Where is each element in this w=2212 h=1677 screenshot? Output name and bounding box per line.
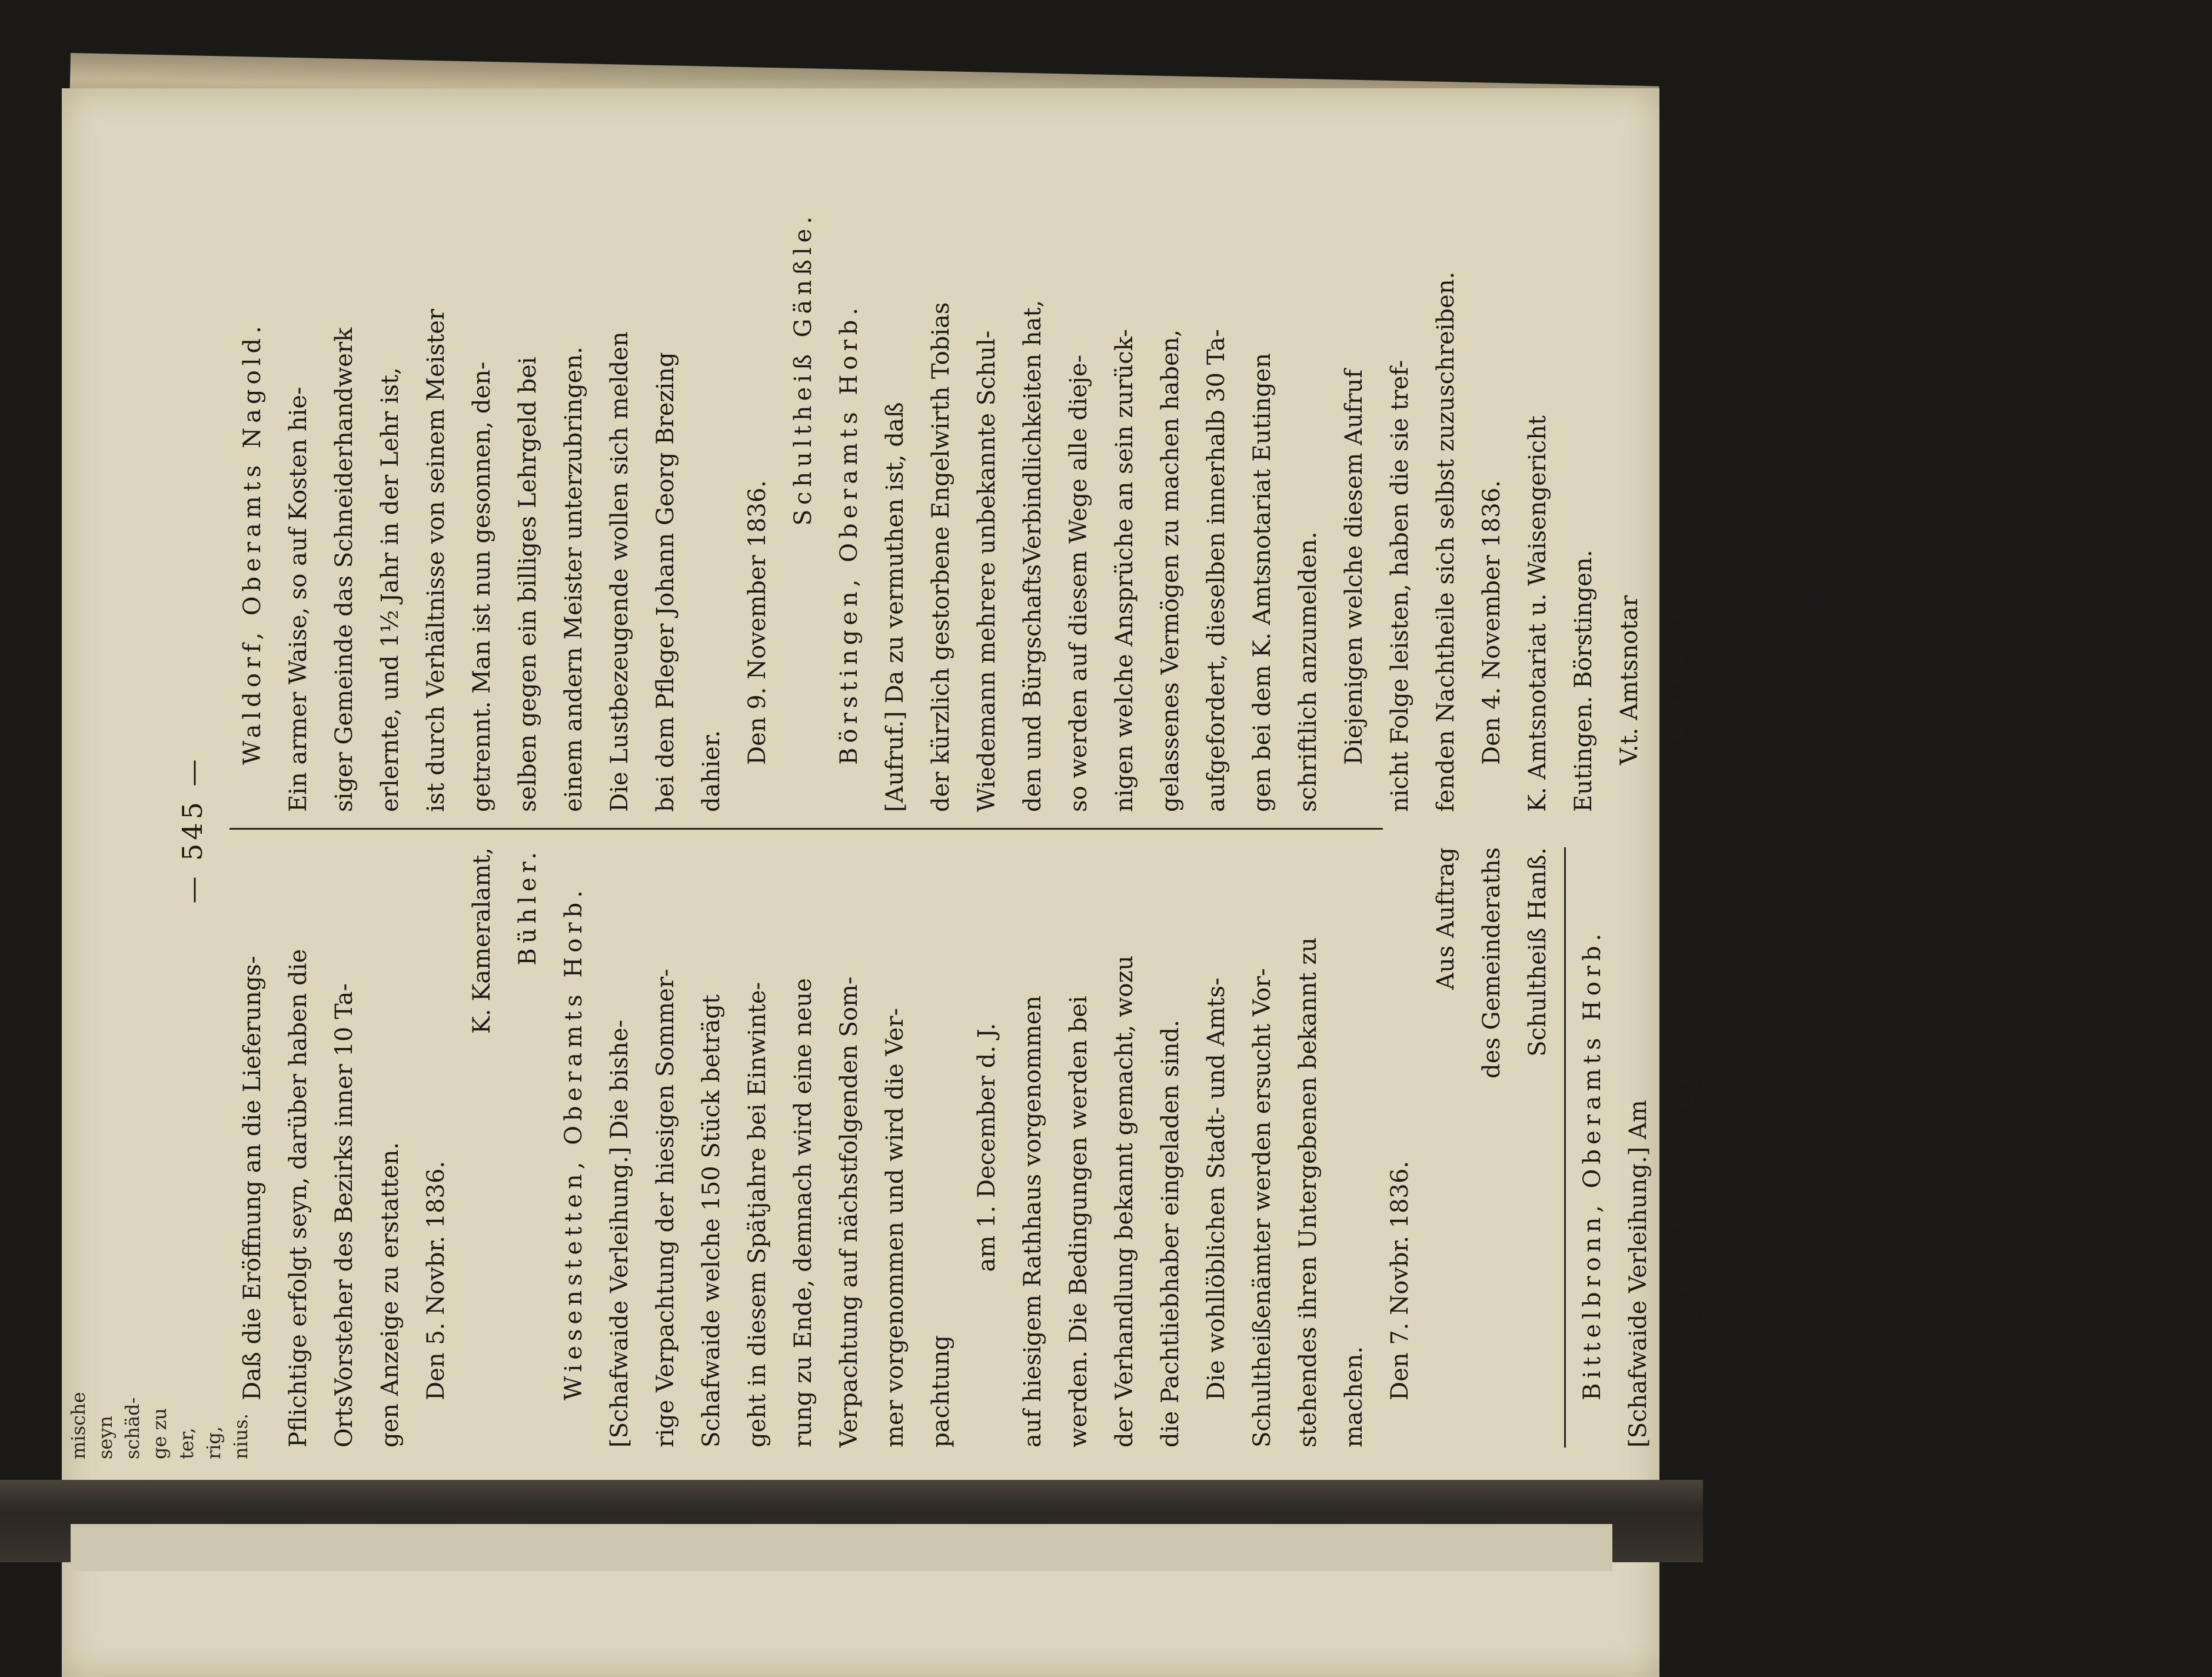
text-line: Am Dienstag den 22. d. M. <box>2029 446 2056 765</box>
text-line: so werden auf diesem Wege alle dieje- <box>1065 354 1092 812</box>
left-column <box>229 847 2212 1448</box>
text-line: gen Anzeige zu erstatten. <box>377 1142 404 1448</box>
printed-page-content <box>177 212 2203 1448</box>
text-fragment: ter, <box>175 1428 198 1459</box>
notice-heading: Waldorf, Oberamts Nagold. <box>239 321 266 765</box>
signature-line: Eutingen. Börstingen. <box>1570 550 1597 812</box>
text-line: machen zu lassen. <box>2084 1229 2111 1448</box>
text-line: der kürzlich gestorbene Engelwirth Tobias <box>927 302 954 812</box>
text-line: laden, und die Herrn OrtsVorsteher ge- <box>1992 977 2019 1448</box>
facing-page <box>71 1524 1612 1571</box>
text-line: Den 4. November 1836. <box>1478 480 1505 765</box>
text-line: die Pachtliebhaber eingeladen sind. <box>1157 1020 1184 1448</box>
signature-line: Schultheiß Dettling. <box>2176 847 2203 1183</box>
text-line: dahier. <box>698 730 725 812</box>
text-line: [Verkauf einer Wirthschaft, mehrerer Gü- <box>1754 317 1781 812</box>
text-line: Die Lustbezeugende wollen sich melden <box>606 331 633 812</box>
notice-heading: Wiesenstetten, Oberamts Horb. <box>560 886 587 1400</box>
text-line: bei dem Pfleger Johann Georg Brezing <box>652 352 679 812</box>
text-fragment: schäd- <box>121 1397 144 1459</box>
text-line: Schafwaide welche 150 Stück beträgt <box>698 994 725 1448</box>
text-line: Diejenigen welche diesem Aufruf <box>1340 369 1368 765</box>
text-line: Die wohllöblichen Stadt- und Amts- <box>1203 977 1230 1400</box>
notice-heading: Bittelbronn, Oberamts Horb. <box>1579 929 1606 1400</box>
signature-line: Schultheiß Gänßle. <box>790 212 817 526</box>
text-line: schriftlich anzumelden. <box>1295 531 1322 812</box>
notice-heading: Börstingen, Oberamts Horb. <box>836 303 863 765</box>
text-line: im öffentlichen Aufstreich verkauft werden: <box>1937 289 1964 812</box>
notice-divider <box>1564 847 1566 1448</box>
text-line: stehendes ihren Untergebenen bekannt zu <box>1295 937 1322 1448</box>
text-line: rige Verpachtung der hiesigen Sommer- <box>652 969 679 1448</box>
notice-heading: Börstingen, Oberamts Horb. <box>1708 303 1735 765</box>
text-line: aufgefordert, dieselben innerhalb 30 Ta- <box>1203 329 1230 812</box>
text-line: gelassenes Vermögen zu machen haben, <box>1157 329 1184 812</box>
right-column <box>229 212 2203 812</box>
signature-line: V.t. Amtsnotar <box>1616 595 1643 765</box>
text-line: der Verhandlung bekannt gemacht, wozu <box>1111 955 1138 1448</box>
text-line: Pflichtige erfolgt seyn, darüber haben die <box>285 949 312 1448</box>
text-line: getrennt. Man ist nun gesonnen, den- <box>468 361 495 812</box>
text-line: mer vorgenommen und wird die Ver- <box>882 1008 909 1448</box>
text-line: selben gegen ein billiges Lehrgeld bei <box>514 357 541 812</box>
text-line: pachtung <box>927 1335 954 1448</box>
text-line: nicht Folge leisten, haben die sie tref- <box>1386 360 1413 812</box>
text-line: siger Gemeinde das Schneiderhandwerk <box>331 327 358 812</box>
text-line: geht in diesem Spätjahre bei Einwinte- <box>744 981 771 1448</box>
text-line: Daß die Eröffnung an die Lieferungs- <box>239 956 266 1400</box>
text-line: Schultheißenämter werden ersucht Vor- <box>1249 968 1276 1448</box>
signature-line: Bühler. <box>514 847 541 966</box>
text-line: Vormittags 9 Uhr <box>2075 408 2102 615</box>
text-line: haus verpachtet. <box>1900 1247 1927 1448</box>
text-fragment: nius. <box>229 1413 252 1459</box>
text-line: werden. Die Bedingungen werden bei <box>1065 996 1092 1448</box>
text-line: machen. <box>1340 1346 1368 1448</box>
text-line: OrtsVorsteher des Bezirks inner 10 Ta- <box>331 983 358 1448</box>
text-line: Wiedemann mehrere unbekannte Schul- <box>973 330 1000 812</box>
signature-line: K. Kameralamt, <box>468 847 495 1034</box>
text-line: schaftsMasse des kürzlich verstorbenen <box>1845 332 1872 812</box>
text-line: einem andern Meister unterzubringen. <box>560 347 587 812</box>
text-line: Verpachtung auf nächstfolgenden Som- <box>836 976 863 1448</box>
text-line: nächste drei Jahre auf hiesigem Rath- <box>1854 995 1881 1448</box>
page-number: — 545 — <box>177 756 208 904</box>
text-fragment: mische <box>67 1392 89 1459</box>
text-line: den und BürgschaftsVerbindlichkeiten hat, <box>1019 300 1046 812</box>
text-line: Vormittags 10 Uhr <box>1717 1036 1744 1259</box>
text-line: wird die hiesige SommerSchafwaide <box>1762 1011 1789 1448</box>
text-line: Donnerstag den 24. Novbr. d. J. <box>1671 1072 1698 1448</box>
text-line: [Schafwaide Verleihung.] Die bishe- <box>606 1019 633 1448</box>
text-line: Den 7. Novbr. 1836. <box>1386 1160 1413 1400</box>
text-line: ter und Fahrniß.] Aus der Verlassen- <box>1799 377 1827 812</box>
text-line: ist durch Verhältnisse von seinem Meister <box>423 309 450 812</box>
text-line: welche zur Hälfte 80 Stück erträgt, auf <box>1808 977 1835 1448</box>
text-line: nigen welche Ansprüche an sein zurück- <box>1111 329 1138 812</box>
text-line: auf hiesigem Rathhaus vorgenommen <box>1019 995 1046 1448</box>
signature-line: K. Amtsnotariat u. Waisengericht <box>1524 415 1551 812</box>
text-line: Den 5. Novbr. 1836. <box>423 1160 450 1400</box>
text-fragment: ge zu <box>148 1408 171 1459</box>
text-line: Den 5. Novbr. 1836. <box>2130 1160 2157 1400</box>
text-line: beten solches ihren Untergebenen bekannt <box>2038 930 2065 1448</box>
text-line: Ein armer Waise, so auf Kosten hie- <box>285 387 312 812</box>
text-line: erlernte, und 1½ Jahr in der Lehr ist, <box>377 367 404 812</box>
text-line: 1. Liegenschaft: <box>1983 378 2010 645</box>
text-line: rung zu Ende, demnach wird eine neue <box>790 978 817 1448</box>
text-fragment: seyn <box>94 1415 117 1459</box>
text-fragment: rig, <box>202 1426 225 1459</box>
text-line: Engelwirths, Tobias Wiedemann, wird <box>1891 358 1918 812</box>
text-line: an der Vizinal-Straße nach Ba- <box>2167 447 2194 812</box>
text-line: Liebhaber werden hiezu höflich einge- <box>1946 940 1973 1400</box>
text-line: gen bei dem K. Amtsnotariat Eutingen <box>1249 352 1276 812</box>
text-line: Den 9. November 1836. <box>744 480 771 765</box>
signature-line: des Gemeinderaths <box>1478 847 1505 1079</box>
column-divider <box>229 828 1383 830</box>
facing-page-fragments <box>65 1342 252 1459</box>
signature-line: Hämmerle. <box>1662 589 1689 765</box>
signature-line: Aus Auftrag <box>1432 847 1459 990</box>
signature-line: Schultheiß Hanß. <box>1524 847 1551 1057</box>
text-line: [Schafwaide Verleihung.] Am <box>1625 1100 1652 1448</box>
text-line: das in jeder Beziehung gut eingerichtete <box>2121 324 2148 812</box>
text-line: fenden Nachtheile sich selbst zuzuschreiben. <box>1432 271 1459 812</box>
text-line: am 1. December d. J. <box>973 1023 1000 1272</box>
text-line: [Aufruf.] Da zu vermuthen ist, daß <box>882 402 909 812</box>
